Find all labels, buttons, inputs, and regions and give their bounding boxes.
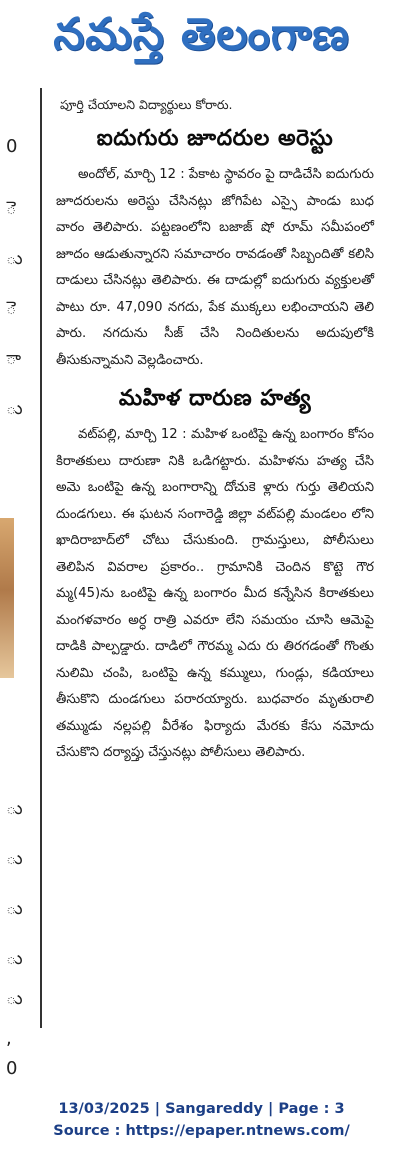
strip-char: 0 xyxy=(6,136,18,157)
strip-char: ు xyxy=(6,898,23,919)
column-divider xyxy=(40,88,42,1028)
article-gamblers-arrest xyxy=(56,124,374,374)
strip-char: 0 xyxy=(6,1058,18,1079)
footer-date-edition: 13/03/2025 | Sangareddy | Page : 3 xyxy=(58,1101,345,1117)
masthead-logo: నమస్తే తెలంగాణ xyxy=(53,9,350,60)
article-column xyxy=(56,96,374,767)
masthead xyxy=(0,0,403,80)
strip-char: , xyxy=(6,1028,12,1049)
strip-char: ు xyxy=(6,798,23,819)
strip-char: ా xyxy=(6,348,22,369)
strip-char: ు xyxy=(6,948,23,969)
strip-char: ు xyxy=(6,248,23,269)
strip-char: ె xyxy=(6,198,17,219)
strip-char: ు xyxy=(6,848,23,869)
page-footer xyxy=(0,1098,403,1142)
adjacent-column-strip xyxy=(0,88,36,1078)
article-body: వట్‌పల్లి, మార్చి 12 : మహిళ ఒంటిపై ఉన్న బంగారం కోసం కిరాతకులు దారుణా నికి ఒడిగట్టారు. మహిళను హత్య చేసి అమె ఒంటిపై ఉన్న బంగారాన్ని దోచుకె ళ్లారు గుర్తు తెలియని దుండగులు. ఈ ఘటన సంగారెడ్డి జిల్లా వట్‌పల్లి మండలం లోని ఖాదిరాబాద్‌లో చోటు చేసుకుంది. గ్రామస్తులు, పోలీసులు తెలిపిన వివరాల ప్రకారం.. గ్రామానికి చెందిన కొట్టె గౌర మ్మ(45)ను ఒంటిపై ఉన్న బంగారం మీద కన్నేసిన కిరాతకులు మంగళవారం అర్ధ రాత్రి ఎవరూ లేని సమయం చూసి ఆమెపై దాడికి పాల్పడ్డారు. దాడిలో గౌరమ్మ ఎదు రు తిరగడంతో గొంతు నులిమి చంపి, ఒంటిపై ఉన్న కమ్ములు, గుండ్లు, కడియాలు తీసుకొని దుండగులు పరారయ్యారు. బుధవారం మృతురాలి తమ్ముడు నల్లపల్లి వీరేశం ఫిర్యాదు మేరకు కేసు నమోదు చేసుకొని దర్యాప్తు చేస్తునట్లు పోలీసులు తెలిపారు. xyxy=(56,427,374,760)
footer-source: Source : https://epaper.ntnews.com/ xyxy=(53,1123,350,1139)
strip-char: ె xyxy=(6,298,17,319)
article-woman-murder xyxy=(56,384,374,767)
adjacent-photo xyxy=(0,518,14,678)
strip-char: ు xyxy=(6,398,23,419)
article-headline: మహిళ దారుణ హత్య xyxy=(118,386,312,411)
article-body: అందోల్, మార్చి 12 : పేకాట స్థావరం పై దాడిచేసి ఐదుగురు జూదరులను అరెస్టు చేసినట్లు జోగిపేట ఎస్సై పాండు బుధ వారం తెలిపారు. పట్టణంలోని బజాజ్ షో రూమ్ సమీపంలో జూదం ఆడుతున్నారని సమాచారం రావడంతో సిబ్బందితో కలిసి దాడులు చేసినట్లు తెలిపారు. ఈ దాడుల్లో ఐదుగురు వ్యక్తులతో పాటు రూ. 47,090 నగదు, పేక ముక్కలు లభించాయని తెలి పారు. నగదును సీజ్ చేసి నిందితులను అదుపులోకి తీసుకున్నామని వెల్లడించారు. xyxy=(56,167,374,368)
strip-char: ు xyxy=(6,988,23,1009)
article-headline: ఐదుగురు జూదరుల అరెస్టు xyxy=(96,126,334,151)
continued-text: పూర్తి చేయాలని విద్యార్థులు కోరారు. xyxy=(60,97,233,112)
